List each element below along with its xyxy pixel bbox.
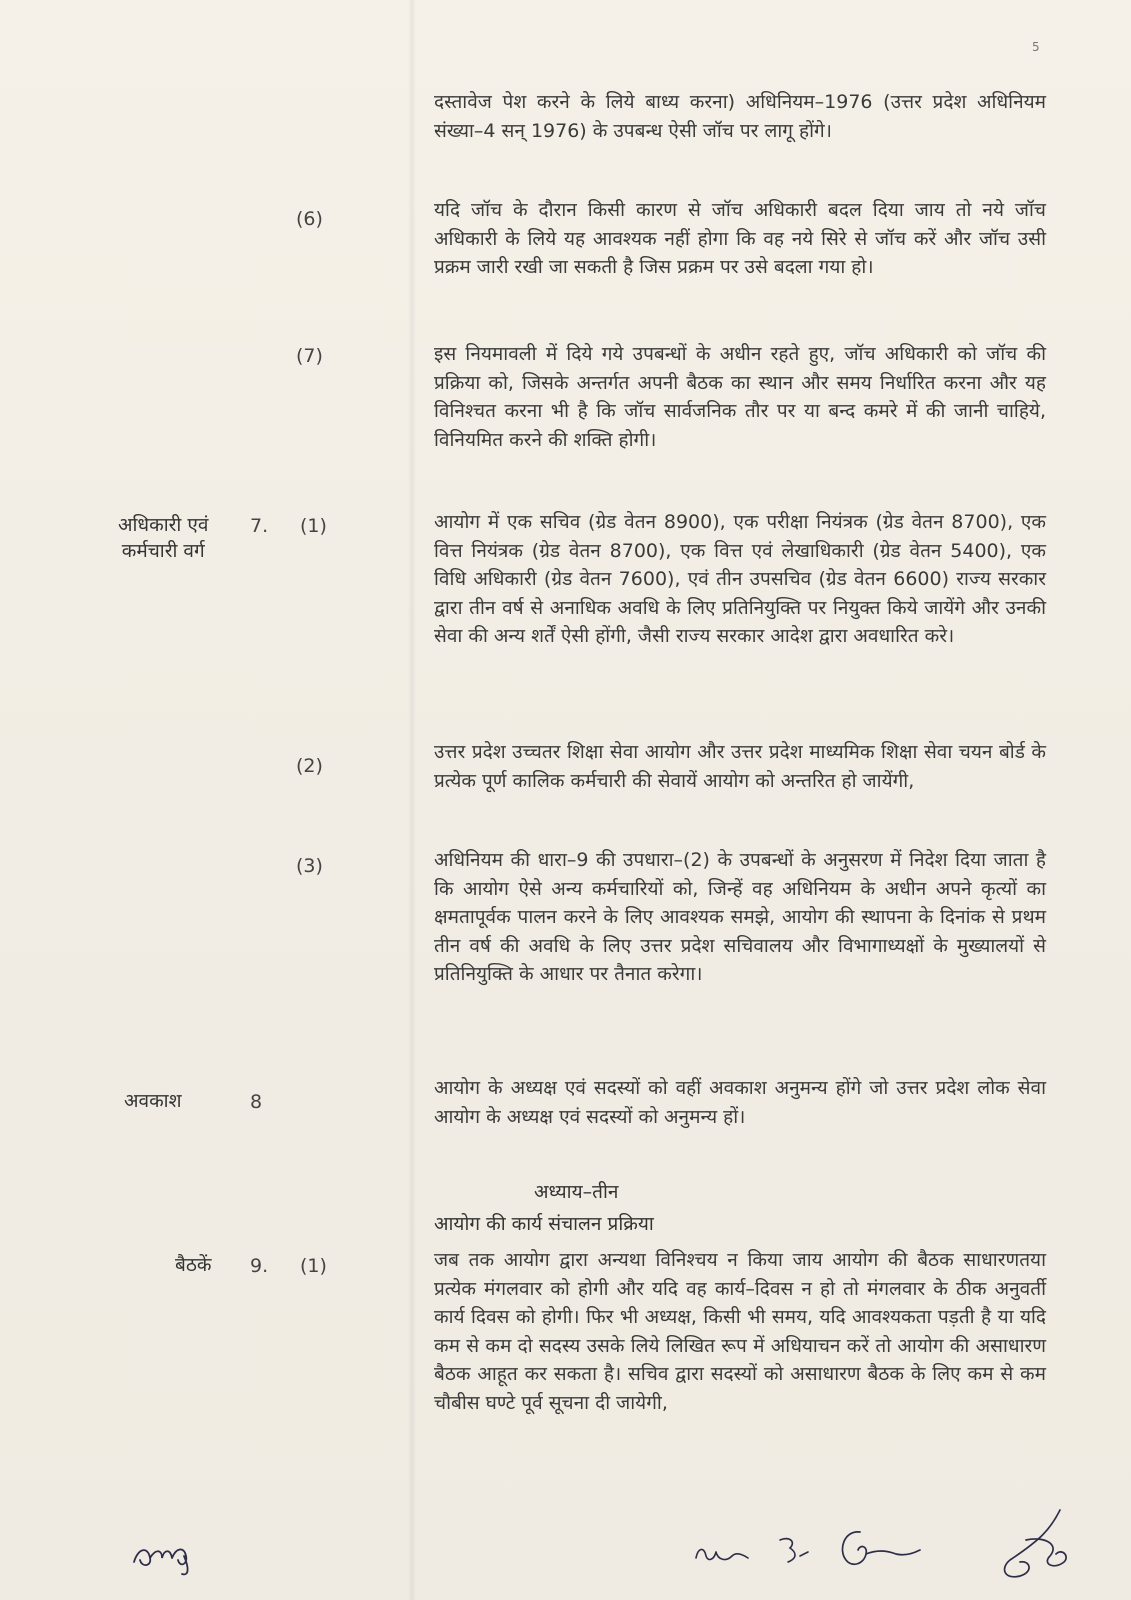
paragraph-rule-7-1: आयोग में एक सचिव (ग्रेड वेतन 8900), एक परीक्षा नियंत्रक (ग्रेड वेतन 8700), एक वित्त नियंत्रक (ग्रेड वेतन 8700), एक वित्त एवं लेखाधिकारी (ग्रेड वेतन 5400), एक विधि अधिकारी (ग्रेड वेतन 7600), एवं तीन उपसचिव (ग्रेड वेतन 6600) राज्य सरकार द्वारा तीन वर्ष से अनाधिक अवधि के लिए प्रतिनियुक्ति पर नियुक्त किये जायेंगे और उनकी सेवा की अन्य शर्तें ऐसी होंगी, जैसी राज्य सरकार आदेश द्वारा अवधारित करे। [434, 511, 1046, 647]
paragraph-rule-7-2: उत्तर प्रदेश उच्चतर शिक्षा सेवा आयोग और उत्तर प्रदेश माध्यमिक शिक्षा सेवा चयन बोर्ड के प्रत्येक पूर्ण कालिक कर्मचारी की सेवायें आयोग को अन्तरित हो जायेंगी, [434, 741, 1046, 792]
clause-number-6: (6) [296, 208, 323, 230]
page-number: 5 [1032, 40, 1040, 54]
section-heading: आयोग की कार्य संचालन प्रक्रिया [434, 1213, 654, 1235]
signature-initials-4 [990, 1500, 1080, 1590]
margin-heading-meetings: बैठकें [175, 1254, 212, 1276]
margin-heading-leave: अवकाश [124, 1090, 182, 1112]
paragraph-rule-7-3: अधिनियम की धारा–9 की उपधारा–(2) के उपबन्धों के अनुसरण में निदेश दिया जाता है कि आयोग ऐसे अन्य कर्मचारियों को, जिन्हें वह अधिनियम के अधीन अपने कृत्यों का क्षमतापूर्वक पालन करने के लिए आवश्यक समझे, आयोग की स्थापना के दिनांक से प्रथम तीन वर्ष की अवधि के लिए उत्तर प्रदेश सचिवालय और विभागाध्यक्षों के मुख्यालयों से प्रतिनियुक्ति के आधार पर तैनात करेगा। [434, 849, 1046, 985]
signature-initials-left [128, 1518, 218, 1578]
margin-heading-officers [118, 512, 208, 564]
clause-number-7-2: (2) [296, 755, 323, 777]
clause-number-9-1: (1) [300, 1255, 327, 1277]
paragraph-rule-8: आयोग के अध्यक्ष एवं सदस्यों को वहीं अवकाश अनुमन्य होंगे जो उत्तर प्रदेश लोक सेवा आयोग के अध्यक्ष एवं सदस्यों को अनुमन्य हों। [434, 1077, 1046, 1128]
signature-initials-2 [770, 1526, 820, 1571]
clause-number-7-3: (3) [296, 855, 323, 877]
clause-number-7-1: (1) [300, 515, 327, 537]
rule-number-8: 8 [250, 1091, 263, 1113]
page-fold-shadow [408, 0, 416, 1600]
margin-heading-officers-line1: अधिकारी एवं [118, 514, 209, 536]
chapter-title: अध्याय–तीन [534, 1181, 619, 1203]
rule-number-9: 9. [250, 1255, 269, 1277]
signature-initials-3 [830, 1520, 930, 1580]
clause-number-7: (7) [296, 345, 323, 367]
signature-initials-1 [690, 1528, 760, 1573]
rule-number-7: 7. [250, 515, 269, 537]
paragraph-continuation: दस्तावेज पेश करने के लिये बाध्य करना) अधिनियम–1976 (उत्तर प्रदेश अधिनियम संख्या–4 सन् 1976) के उपबन्ध ऐसी जॉच पर लागू होंगे। [434, 91, 1046, 142]
paragraph-clause-7: इस नियमावली में दिये गये उपबन्धों के अधीन रहते हुए, जॉच अधिकारी को जॉच की प्रक्रिया को, जिसके अन्तर्गत अपनी बैठक का स्थान और समय निर्धारित करना और यह विनिश्चत करना भी है कि जॉच सार्वजनिक तौर पर या बन्द कमरे में की जानी चाहिये, विनियमित करने की शक्ति होगी। [434, 343, 1046, 451]
margin-heading-officers-line2: कर्मचारी वर्ग [121, 540, 205, 562]
paragraph-rule-9-1: जब तक आयोग द्वारा अन्यथा विनिश्चय न किया जाय आयोग की बैठक साधारणतया प्रत्येक मंगलवार को होगी और यदि वह कार्य–दिवस न हो तो मंगलवार के ठीक अनुवर्ती कार्य दिवस को होगी। फिर भी अध्यक्ष, किसी भी समय, यदि आवश्यकता पड़ती है या यदि कम से कम दो सदस्य उसके लिये लिखित रूप में अधियाचन करें तो आयोग की असाधारण बैठक आहूत कर सकता है। सचिव द्वारा सदस्यों को असाधारण बैठक के लिए कम से कम चौबीस घण्टे पूर्व सूचना दी जायेगी, [434, 1249, 1046, 1414]
paragraph-clause-6: यदि जॉच के दौरान किसी कारण से जॉच अधिकारी बदल दिया जाय तो नये जॉच अधिकारी के लिये यह आवश्यक नहीं होगा कि वह नये सिरे से जॉच करें और जॉच उसी प्रक्रम जारी रखी जा सकती है जिस प्रक्रम पर उसे बदला गया हो। [434, 199, 1046, 278]
